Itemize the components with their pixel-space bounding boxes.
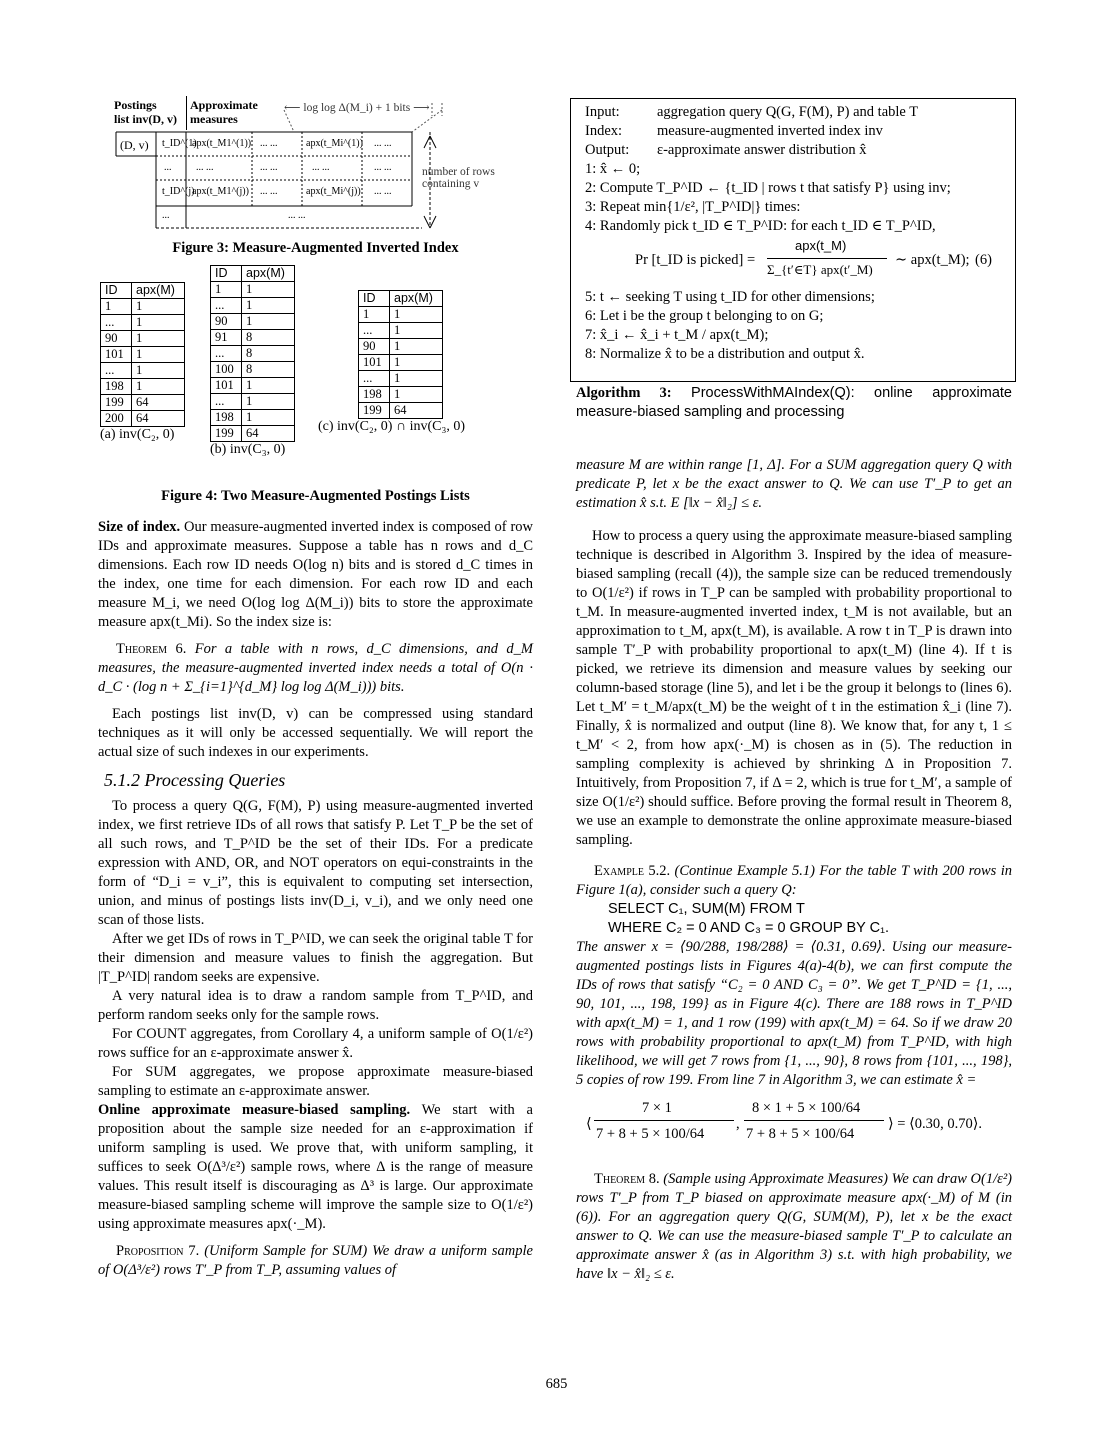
table-row [101,379,185,395]
col-apx-header: apx(M) [132,283,185,299]
row-apx: 1 [132,315,185,331]
table-row [211,346,295,362]
row-apx: 8 [242,362,295,378]
fig3-apx1a: apx(t_M1^(1)) [192,138,252,149]
theorem-6: Theorem 6. For a table with n rows, d_C dimensions, and d_M measures, the measure-augmented inverted index needs a total of O(n · d_C · (log n + Σ_{i=1}^{d_M} log log Δ(M_i))) bits. [98,641,533,695]
fig3-caption: Figure 3: Measure-Augmented Inverted Index [172,240,459,256]
row-apx: 1 [390,323,443,339]
table-row [211,298,295,314]
row-id: 101 [101,347,132,363]
fig3-dots-r2c: ... ... [312,162,330,173]
fig3-bits-label: ⟵ log log Δ(M_i) + 1 bits ⟶ [284,102,430,114]
algorithm-3-caption: Algorithm 3: ProcessWithMAIndex(Q): online approximate measure-biased sampling and processing [576,385,1012,420]
sql-line-2: WHERE C₂ = 0 AND C₃ = 0 GROUP BY C₁. [608,920,889,936]
fig3-dots-r2b: ... ... [260,162,278,173]
row-apx: 1 [242,378,295,394]
fig4b-table [210,265,295,458]
proposition-7: Proposition 7. (Uniform Sample for SUM) We draw a uniform sample of O(Δ³/ε²) rows T′_P from T_P, assuming values of [98,1243,533,1278]
algo-output: Output: ε-approximate answer distribution x̂ [585,142,867,158]
row-id: 101 [211,378,242,394]
section-title: 5.1.2 Processing Queries [104,770,286,790]
process-paragraph: How to process a query using the approximate measure-biased sampling technique is described in Algorithm 3. Inspired by the idea of measure-biased sampling (recall (4)), the sample size can be reduced tremendously to O(1/ε²) if rows in T_P can be sampled with probability proportional to t_M. In measure-augmented inverted index, t_M is not available, but an approximation to t_M, apx(t_M), is available. A row t in T_P is drawn into sample T′_P with probability proportional to apx(t_M) (line 4). If t is picked, we retrieve its dimension and measure values by seeking our column-based storage (line 5), and let i be the group it belongs to (lines 6). Let t_M′ = t_M/apx(t_M) be the weight of t in the estimation x̂_i (line 7). Finally, x̂ is normalized and output (line 8). We know that, for any t, 1 ≤ t_M′ < 2, from how apx(·_M) is chosen as in (5). The reduction in sampling complexity is achieved by shrinking Δ in Proposition 7. Intuitively, from Proposition 7, if Δ = 2, which is true for t_M′, a sample of size O(1/ε²) should suffice. Before proving the formal result in Theorem 8, we use an example to demonstrate the online approximate measure-biased sampling. [576,528,1012,848]
row-apx: 64 [390,403,443,419]
table-row [211,410,295,426]
algo-equation: Pr [t_ID is picked] = apx(t_M) Σ_{t′∈T} apx(t′_M) ∼ apx(t_M); (6) [635,238,992,277]
sql-line-1: SELECT C₁, SUM(M) FROM T [608,901,805,917]
fig3-dots-r2a: ... ... [196,162,214,173]
fig4c-table [318,290,466,435]
fig3-id1: t_ID^(1) [162,138,197,149]
table-row [211,426,295,442]
row-id: ... [101,363,132,379]
table-row [101,299,185,315]
table-row [359,307,443,323]
fig3-dot-r4: ... [162,210,170,221]
fig3-apxja: apx(t_M1^(j)) [192,186,249,197]
algorithm-3-box [570,98,1016,382]
table-row [211,282,295,298]
row-id: 198 [211,410,242,426]
table-row [211,362,295,378]
col-id-header: ID [101,283,132,299]
fig4a-label: (a) inv(C₂, 0) [100,427,175,442]
row-apx: 1 [242,298,295,314]
row-apx: 1 [242,282,295,298]
table-row [359,323,443,339]
row-id: ... [211,346,242,362]
row-apx: 64 [132,411,185,427]
algo-line-5: 5: t ← seeking T using t_ID for other dimensions; [585,289,875,305]
algo-line-3: 3: Repeat min{1/ε², |T_P^ID|} times: [585,199,801,215]
algo-line-6: 6: Let i be the group t belonging to on G; [585,308,824,324]
fig3-dots-r2d: ... ... [374,162,392,173]
postings-header [359,291,443,307]
fig3-dots-r1b: ... ... [374,138,392,149]
row-id: 1 [101,299,132,315]
proc-p1: To process a query Q(G, F(M), P) using measure-augmented inverted index, we first retrieve IDs of all rows that satisfy P. Let T_P be the set of all such rows, and T_P^ID be the set of their IDs. For a predicate expression with AND, OR, and NOT operators on equi-constraints in the form of “D_i = v_i”, this is equivalent to computing set intersection, union, and minus of postings lists inv(D_i, v_i), and we only need one scan of those lists. [98,798,533,928]
row-apx: 1 [242,410,295,426]
fig3-idj: t_ID^(j) [162,186,195,197]
postings-header [101,283,185,299]
table-row [359,371,443,387]
row-id: 199 [211,426,242,442]
row-id: 90 [101,331,132,347]
fig3-dots-r1a: ... ... [260,138,278,149]
table-row [101,395,185,411]
row-id: 101 [359,355,390,371]
fig3-dots-r3a: ... ... [260,186,278,197]
algo-input: Input: aggregation query Q(G, F(M), P) and table T [585,104,919,120]
compress-paragraph: Each postings list inv(D, v) can be compressed using standard techniques as it will only be accessed sequentially. We will report the actual size of such indexes in our experiments. [98,706,533,760]
row-id: 90 [211,314,242,330]
algo-line-2: 2: Compute T_P^ID ← {t_ID | rows t that satisfy P} using inv; [585,180,951,196]
fig4a-table [100,282,185,443]
table-row [101,315,185,331]
row-id: ... [359,371,390,387]
algo-line-1: 1: x̂ ← 0; [585,161,641,177]
fig3-dots-r4: ... ... [288,210,306,221]
estimate-equation: ⟨ 7 × 1 7 + 8 + 5 × 100/64 , 8 × 1 + 5 × 100/64 7 + 8 + 5 × 100/64 ⟩ = ⟨0.30, 0.70⟩. [586,1100,983,1142]
algo-line-4: 4: Randomly pick t_ID ∈ T_P^ID: for each t_ID ∈ T_P^ID, [585,218,936,234]
table-row [101,363,185,379]
table-row [359,355,443,371]
online-paragraph: Online approximate measure-biased sampling. We start with a proposition about the sample size needed for an ε-approximation if uniform sampling is used. We prove that, with uniform sampling, it suffices to seek O(Δ³/ε²) sample rows, where Δ is the range of measure values. This result itself is discouraging as Δ³ is large. Our approximate measure-biased sampling scheme will improve the sample size to O(1/ε²) using approximate measures apx(·_M). [98,1102,533,1232]
row-apx: 1 [390,355,443,371]
algo-line-8: 8: Normalize x̂ to be a distribution and output x̂. [585,346,865,362]
fig3-rows-label: number of rows containing v [422,166,495,190]
theorem-8: Theorem 8. (Sample using Approximate Measures) We can draw O(1/ε²) rows T′_P from T_P biased on approximate measure apx(·_M) of M (in (6)). For an aggregation query Q(G, SUM(M), P), let x be the exact answer to Q. We can use the measure-biased sample T′_P to calculate an approximate answer x̂ (as in Algorithm 3) s.t. with high probability, we have ‖x − x̂‖₂ ≤ ε. [576,1171,1012,1282]
row-apx: 8 [242,346,295,362]
proposition-7-cont: measure M are within range [1, Δ]. For a SUM aggregation query Q with predicate P, let x be the exact answer to Q. We can use T′_P to get an estimation x̂ s.t. E [‖x − x̂‖₂] ≤ ε. [576,457,1012,511]
fig3-apxjb: apx(t_Mi^(j)) [306,186,361,197]
fig3-header-postings: Postings list inv(D, v) [114,98,177,126]
table-row [101,411,185,427]
row-id: ... [211,298,242,314]
row-apx: 8 [242,330,295,346]
row-apx: 1 [390,371,443,387]
proc-p4: For COUNT aggregates, from Corollary 4, a uniform sample of O(1/ε²) rows suffice for an ε-approximate answer x̂. [98,1026,533,1061]
row-apx: 1 [390,339,443,355]
table-row [359,339,443,355]
row-apx: 1 [132,379,185,395]
table-row [359,387,443,403]
row-id: ... [211,394,242,410]
row-id: 199 [101,395,132,411]
fig3-apx1b: apx(t_Mi^(1)) [306,138,363,149]
col-id-header: ID [359,291,390,307]
fig3-header-approx: Approximate measures [190,98,258,126]
row-apx: 1 [132,331,185,347]
example-5-2: Example 5.2. (Continue Example 5.1) For the table T with 200 rows in Figure 1(a), consider such a query Q: [576,863,1012,898]
row-id: 1 [211,282,242,298]
col-id-header: ID [211,266,242,282]
right-column-text [576,456,1012,1284]
row-id: ... [359,323,390,339]
fig4c-label: (c) inv(C₂, 0) ∩ inv(C₃, 0) [318,419,466,434]
row-id: ... [101,315,132,331]
algo-index: Index: measure-augmented inverted index inv [585,123,883,139]
proc-p3: A very natural idea is to draw a random sample from T_P^ID, and perform random seeks only for the sample rows. [98,988,533,1023]
proc-p5: For SUM aggregates, we propose approximate measure-biased sampling to estimate an ε-approximate answer. [98,1064,533,1099]
row-id: 90 [359,339,390,355]
row-id: 200 [101,411,132,427]
row-id: 100 [211,362,242,378]
row-apx: 1 [390,307,443,323]
row-apx: 1 [132,299,185,315]
row-apx: 1 [132,363,185,379]
table-row [211,378,295,394]
fig3-dots-r3b: ... ... [374,186,392,197]
row-apx: 1 [242,394,295,410]
figure-3 [112,96,532,236]
row-apx: 64 [242,426,295,442]
row-apx: 1 [390,387,443,403]
row-id: 198 [101,379,132,395]
row-id: 199 [359,403,390,419]
row-id: 91 [211,330,242,346]
col-apx-header: apx(M) [390,291,443,307]
row-apx: 64 [132,395,185,411]
fig4b-label: (b) inv(C₃, 0) [210,442,286,457]
row-apx: 1 [242,314,295,330]
fig3-dot-r2: ... [164,162,172,173]
example-answer: The answer x = ⟨90/288, 198/288⟩ = ⟨0.31, 0.69⟩. Using our measure-augmented postings lists in Figures 4(a)-4(b), we can first compute the IDs of rows that satisfy “C₂ = 0 AND C₃ = 0”. We get T_P^ID = {1, ..., 90, 101, ..., 198, 199} as in Figure 4(c). There are 188 rows in T_P^ID with apx(t_M) = 1, and 1 row (199) with apx(t_M) = 64. So if we draw 20 rows with probability proportional to apx(t_M) from T_P^ID, with high likelihood, we will get 7 rows from {1, ..., 90}, 8 rows from {101, ..., 198}, 5 copies of row 199. From line 7 in Algorithm 3, we can estimate x̂ = [576,939,1012,1088]
table-row [359,403,443,419]
proc-p2: After we get IDs of rows in T_P^ID, we can seek the original table T for their dimension and measure values to finish the aggregation. But |T_P^ID| random seeks are expensive. [98,931,533,985]
fig4-caption: Figure 4: Two Measure-Augmented Postings Lists [161,488,470,504]
col-apx-header: apx(M) [242,266,295,282]
row-apx: 1 [132,347,185,363]
page-number: 685 [545,1376,568,1392]
table-row [101,331,185,347]
postings-header [211,266,295,282]
table-row [211,314,295,330]
fig3-key: (D, v) [120,138,149,152]
table-row [211,330,295,346]
left-column-text [98,518,533,1280]
size-paragraph: Size of index. Our measure-augmented inverted index is composed of row IDs and approximate measures. Suppose a table has n rows and d_C dimensions. Each row ID needs O(log n) bits and is stored d_C times in the index, one time for each dimension. For each row ID and each measure M_i, we need O(log log Δ(M_i)) bits to store the approximate measure apx(t_Mi). So the index size is: [98,519,533,630]
algo-line-7: 7: x̂_i ← x̂_i + t_M / apx(t_M); [585,327,769,343]
table-row [211,394,295,410]
table-row [101,347,185,363]
row-id: 1 [359,307,390,323]
row-id: 198 [359,387,390,403]
